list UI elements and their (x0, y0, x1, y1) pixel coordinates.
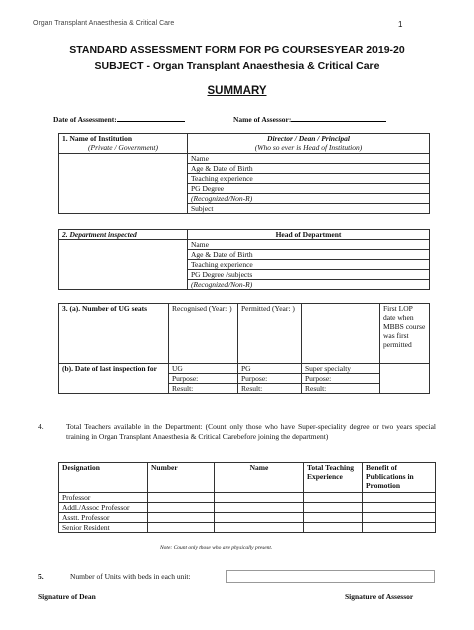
designation-cell: Addl./Assoc Professor (59, 503, 148, 513)
publications-cell[interactable] (363, 493, 436, 503)
summary-heading: SUMMARY (207, 85, 267, 97)
permitted-cell[interactable]: Permitted (Year: ) (238, 304, 302, 364)
publications-cell[interactable] (363, 523, 436, 533)
section-5-text: Number of Units with beds in each unit: (70, 572, 191, 581)
hod-header-cell: Head of Department (188, 230, 430, 240)
section-4-text: Total Teachers available in the Department: (Count only those who have Super-speciality degree or two years special training in Organ Transplant Anaesthesia & Critical Carebefore joining the department) (66, 422, 436, 441)
publications-cell[interactable] (363, 503, 436, 513)
row-label: (Recognized/Non-R) (188, 280, 430, 290)
teachers-note: Note: Count only those who are physically present. (160, 545, 273, 551)
institution-table (58, 133, 430, 214)
section-5-number: 5. (38, 572, 44, 581)
number-cell[interactable] (148, 503, 215, 513)
publications-cell[interactable] (363, 513, 436, 523)
name-cell[interactable] (215, 513, 304, 523)
form-title: STANDARD ASSESSMENT FORM FOR PG COURSESYEAR 2019-20 (69, 44, 405, 56)
date-of-assessment-field (53, 113, 185, 124)
number-cell[interactable] (148, 493, 215, 503)
director-header-cell (188, 134, 430, 154)
recognised-cell[interactable]: Recognised (Year: ) (169, 304, 238, 364)
col-experience: Total Teaching Experience (304, 463, 363, 493)
col-number: Number (148, 463, 215, 493)
department-header-cell (59, 230, 188, 240)
super-purpose[interactable]: Purpose: (302, 374, 380, 384)
col-name: Name (215, 463, 304, 493)
blank-cell[interactable] (380, 364, 430, 394)
pg-result[interactable]: Result: (238, 384, 302, 394)
row-label: Name (188, 154, 430, 164)
date-of-assessment-label: Date of Assessment: (53, 115, 117, 124)
experience-cell[interactable] (304, 513, 363, 523)
running-header: Organ Transplant Anaesthesia & Critical Care (33, 20, 175, 27)
dean-signature: Signature of Dean (38, 592, 96, 601)
row-label: Age & Date of Birth (188, 164, 430, 174)
designation-cell: Asstt. Professor (59, 513, 148, 523)
row-label: Age & Date of Birth (188, 250, 430, 260)
col-designation: Designation (59, 463, 148, 493)
ug-seats-label: 3. (a). Number of UG seats (59, 304, 169, 364)
experience-cell[interactable] (304, 493, 363, 503)
department-table (58, 229, 430, 290)
units-input[interactable] (226, 570, 435, 583)
director-title: Director / Dean / Principal (267, 134, 350, 143)
department-title: 2. Department inspected (62, 230, 137, 239)
page-number: 1 (398, 20, 403, 29)
institution-title: 1. Name of Institution (62, 134, 133, 143)
experience-cell[interactable] (304, 503, 363, 513)
assessor-signature: Signature of Assessor (345, 592, 414, 601)
section-4-number: 4. (38, 422, 44, 431)
designation-cell: Professor (59, 493, 148, 503)
super-specialty-label: Super specialty (302, 364, 380, 374)
row-label: Teaching experience (188, 260, 430, 270)
pg-purpose[interactable]: Purpose: (238, 374, 302, 384)
experience-cell[interactable] (304, 523, 363, 533)
number-cell[interactable] (148, 523, 215, 533)
row-label: PG Degree /subjects (188, 270, 430, 280)
col-publications: Benefit of Publications in Promotion (363, 463, 436, 493)
name-cell[interactable] (215, 493, 304, 503)
assessor-name-label: Name of Assessor: (233, 115, 292, 124)
teachers-table (58, 462, 436, 533)
assessor-name-blank[interactable] (291, 113, 386, 122)
ug-seats-table (58, 303, 430, 394)
row-label: Name (188, 240, 430, 250)
director-subtitle: (Who so ever is Head of Institution) (254, 143, 363, 152)
last-inspection-label: (b). Date of last inspection for (59, 364, 169, 394)
ug-result[interactable]: Result: (169, 384, 238, 394)
department-input[interactable] (59, 240, 188, 290)
row-label: Teaching experience (188, 174, 430, 184)
super-result[interactable]: Result: (302, 384, 380, 394)
institution-name-input[interactable] (59, 154, 188, 214)
institution-subtitle: (Private / Government) (88, 143, 158, 152)
date-of-assessment-blank[interactable] (117, 113, 185, 122)
ug-label: UG (169, 364, 238, 374)
form-subject: SUBJECT - Organ Transplant Anaesthesia & Critical Care (94, 60, 380, 72)
row-label: Subject (188, 204, 430, 214)
number-cell[interactable] (148, 513, 215, 523)
pg-label: PG (238, 364, 302, 374)
blank-cell[interactable] (302, 304, 380, 364)
ug-purpose[interactable]: Purpose: (169, 374, 238, 384)
institution-header-cell (59, 134, 188, 154)
first-lop-cell[interactable]: First LOP date when MBBS course was first permitted (380, 304, 430, 364)
name-cell[interactable] (215, 523, 304, 533)
name-cell[interactable] (215, 503, 304, 513)
designation-cell: Senior Resident (59, 523, 148, 533)
assessor-name-field (233, 113, 386, 124)
row-label: (Recognized/Non-R) (188, 194, 430, 204)
row-label: PG Degree (188, 184, 430, 194)
